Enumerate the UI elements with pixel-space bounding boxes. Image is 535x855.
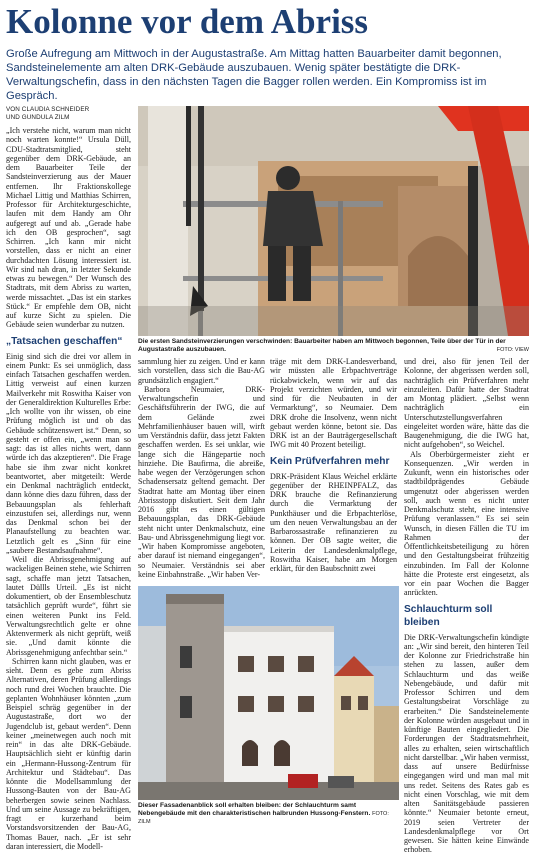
deck: Große Aufregung am Mittwoch in der Augustastraße. Am Mittag hatten Bauarbeiter damit begonnen, Sandsteinelemente am alten DRK-Gebäude auszubauen. Wenig später bestätigte die DRK-Verwaltungschefin, dass in den nächsten Tagen die Bagger rollen werden. Ein Kompromiss ist im Gespräch. [6,48,502,102]
photo2-caption [138,802,399,826]
subhead-schlauchturm: Schlauchturm soll bleiben [404,603,493,628]
col1-paragraph-3: Weil die Abrissgenehmigung auf wackeligen Beinen stehe, wie Schirren sagt, schaffe man jetzt Tatsachen, lautet Düllls Urteil. „Es ist nicht dokumentiert, ob der Ensembleschutz tatsächlich geprüft wurde“, führt sie einen weiteren Punkt ins Feld. Verwaltungsrechtlich gelte er ohne Aktenvermerk als nicht geprüft, weiß sie. „Und damit könnte die Abrissgenehmigung anfechtbar sein.“ [6,555,131,657]
subhead-tatsachen: „Tatsachen geschaffen“ [6,335,123,347]
photo1-caption [138,338,529,356]
photo2-caption-text: Dieser Fassadenanblick soll erhalten bleiben: der Schlauchturm samt Nebengebäude mit den charakteristischen halbrunden Hussong-Fenstern. [138,802,371,818]
col1-paragraph-2: Einig sind sich die drei vor allem in einem Punkt: Es sei unmöglich, dass einfach Tatsachen geschaffen werden. Littig verweist auf einen kurzen Mailverkehr mit Roswitha Kaiser von der Generaldirektion Kulturelles Erbe: „Ich wollte von ihr wissen, ob eine Prüfung möglich ist und ob das Gebäude schützenswert ist.“ Denn, so gesteht er offen ein, „wenn man so sagt: das ist alles nichts wert, dann würde ich das akzeptieren“. Die Frage habe sie ihm zwar nicht konkret beantwortet, aber mitgeteilt: Werde ein Denkmal nachträglich entdeckt, dann könne dies dazu führen, dass der Bebauungsplan als fehlerhaft einzustufen sei, allerdings nur, wenn das Denkmal schon bei der Planaufstellung zu beachten war. Letztlich gelt es „Sinn für eine „saubere Bestandsaufnahme“. [6,351,131,555]
column-4 [404,357,529,855]
construction-image [138,106,529,336]
col3-paragraph-2: DRK-Präsident Klaus Weichel erklärte gegenüber der RHEINPFALZ, das DRK brauche die Refinanzierung durch die Vermarktung der Punkthäuser und die Erbpachterlöse, um den neuen Verwaltungsbau an der Barbarossastraße refinanzieren zu können. Der OB sagte weiter, die Leiterin der Landesdenkmalpflege, Roswitha Kaiser, habe am Morgen erklärt, für den Baubschnitt zwei [270,471,397,573]
byline-line2: UND GUNDULA ZILM [6,114,70,121]
col4-paragraph-1: und drei, also für jenen Teil der Kolonne, der abgerissen werden soll, nachträglich ein Prüfverfahren mehr einzuleiten. Dafür hatte der Stadtrat am Montag plädiert. „Selbst wenn nachträglich ein Unterschutzstellungsverfahren eingeleitet worden wäre, hätte das die Baugenehmigung, die die IWG hat, nicht aufgehoben“, so Weichel. [404,357,529,450]
col3-paragraph-1: träge mit dem DRK-Landesverband, wir müssten alle Erbpachtverträge rückabwickeln, wenn wir auf das Projekt verzichten würden, und wir sind für die Neubauten in der Vermarktung“, so Neumaier. Dem DRK drohe die Insolvenz, wenn nicht gebaut werden könne, betont sie. Das DRK ist an der Bauträgergesellschaft IWG mit 40 Prozent beteiligt. [270,357,397,450]
col4-paragraph-2: Als Oberbürgermeister zieht er Konsequenzen. „Wir werden in Zukunft, wenn ein historisches oder stadtbildprägendes Gebäude umgenutzt oder abgerissen werden soll, auch wenn es nicht unter Denkmalschutz steht, eine intensive Prüfung veranlassen.“ Es sei sein Wunsch, in diesen Fällen die TU im Rahmen der Öffentlichkeitsbeteiligung zu hören und den Gestaltungsbeirat frühzeitig einzubinden. Im Fall der Kolonne hätte die Proteste erst eingesetzt, als vor ein paar Wochen die Bagger anrückten. [404,449,529,598]
photo1-caption-text: Die ersten Sandsteinverzierungen verschwinden: Bauarbeiter haben am Mittwoch begonnen, Teile über der Tür in der Augustastraße auszubauen. [138,338,506,354]
byline-line1: VON CLAUDIA SCHNEIDER [6,106,90,113]
photo1-credit: FOTO: VIEW [496,347,529,354]
byline [6,106,131,122]
photo-construction [138,106,529,336]
photo-building [138,586,399,800]
photo2-credit: FOTO: ZILM [138,811,389,826]
col2-paragraph-1: sammlung hier zu zeigen. Und er kann sich vorstellen, dass sich die Bau-AG grundsätzlich engagiert.“ [138,357,265,385]
column-3 [270,357,397,581]
building-image [138,586,399,800]
subhead-pruefverfahren: Kein Prüfverfahren mehr [270,455,390,467]
col1-paragraph-4: Schirren kann nicht glauben, was er sieht. Denn es gebe zum Abriss Alternativen, deren Prüfung allerdings noch rund drei Wochen brauchte. Die geplanten Wohnhäuser könnten „zum Beispiel schräg gegenüber in der Augustastraße, dort wo der Jugendclub ist, gebaut werden“. Denn keiner „meinetwegen auch noch mit rein“ in das alte DRK-Gebäude. Hauptsächlich sieht er künftig darin ein „Hermann-Hussong-Zentrum für Architektur und Städtebau“. Das könnte die Modellsammlung der Hussong-Bauten von der Bau-AG beherbergen sowie seinen Nachlass. Und um seine Aussage zu bekräftigen, fragt er kurzerhand beim Vorstandsvorsitzenden der Bau-AG, Thomas Bauer, nach. „Er ist sehr daran interessiert, die Modell- [6,656,131,851]
column-1 [6,106,131,851]
col4-paragraph-3: Die DRK-Verwaltungschefin kündigte an: „Wir sind bereit, den hinteren Teil der Kolonne zur Friedrichstraße hin stehen zu lassen, außer dem Schlauchturm und das weiße Nebengebäude, und dafür mit Professor Schirren und dem Gestaltungsbeirat Vorschläge zu erarbeiten.“ Die Sandsteinelemente der Kolonne würden ausgebaut und in künftige Bauten eingegliedert. Die Forderungen der Stadtratsmehrheit, alles zu erhalten, seien wirtschaftlich nicht darstellbar. „Wir haben vermisst, dass auf unsere Bedürfnisse eingegangen wird und man mal mit uns redet. Seitens des Rates gab es nicht einen Vorschlag, wie mit dem alten Sanitätsgebäude passieren könnte.“ Neumaier betonte erneut, 2019 seien Vertreter der Landesdenkmalpflege vor Ort gewesen. Sie hätten keine Einwände erhoben. [404,632,529,855]
col1-paragraph-1: „Ich verstehe nicht, warum man nicht noch warten konnte!“ Ursula Düll, CDU-Stadtratsmitglied, steht gegenüber dem DRK-Gebäude, an dem Bauarbeiter Teile der Sandsteinverzierung aus der Mauer entfernen. Ihr Fraktionskollege Michael Littig und Matthias Schirren, Professor für Architekturgeschichte, laufen mit dem Handy am Ohr aufgeregt auf und ab. „Gerade habe ich den OB gesprochen“, sagt Schirren. „Ich kann mir nicht vorstellen, dass er nicht an einer durchdachten Lösung interessiert ist. Wir sind nah dran, in letzter Sekunde etwas zu bewegen.“ Der Wunsch des Stadtrats, mit dem Abriss zu warten, werde missachtet. „Das ist ein starkes Stück.“ Er empfehle dem OB, nicht auf kurze Sicht zu spielen. Die Gebäude seien wunderbar zu nutzen. [6,126,131,330]
col2-paragraph-2: Barbora Neumaier, DRK-Verwaltungschefin und Geschäftsführerin der IWG, die auf dem Gelände zwei Mehrfamilienhäuser bauen will, wirft um Verständnis dafür, dass jetzt Fakten geschaffen werden. Es sei unklar, wie lange sich die Hängepartie noch hinziehe. Die Baufirma, die abreiße, habe wegen der Verzögerungen schon Schadensersatz geltend gemacht. Der Stadtrat hatte am Montag über einen Abrissstopp diskutiert. Seit dem Jahr 2016 gibt es einen gültigen Bebauungsplan, das DRK-Gebäude steht nicht unter Denkmalschutz, eine Bau- und Abrissgenehmigung liegt vor. „Wir haben Kompromisse angeboten, aber darauf ist niemand eingegangen“, so Neumaier. Verständnis sei aber keine Einbahnstraße. „Wir haben Ver- [138,384,265,579]
headline: Kolonne vor dem Abriss [6,2,369,41]
